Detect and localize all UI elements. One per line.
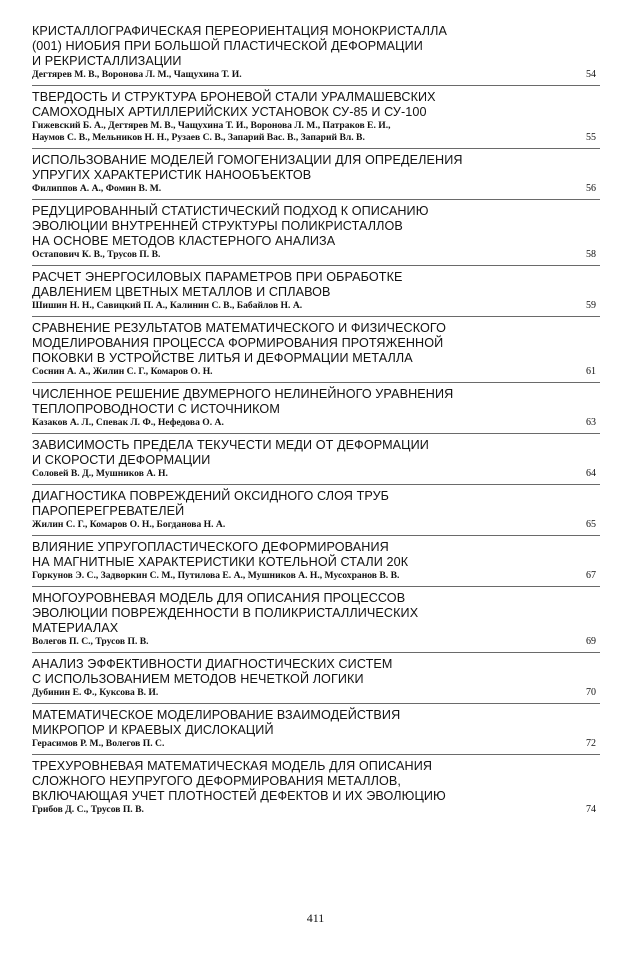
entry-title-line: МИКРОПОР И КРАЕВЫХ ДИСЛОКАЦИЙ <box>32 723 274 737</box>
entry-title-line: САМОХОДНЫХ АРТИЛЛЕРИЙСКИХ УСТАНОВОК СУ-85 И СУ-100 <box>32 105 427 119</box>
entry-title-line: И СКОРОСТИ ДЕФОРМАЦИИ <box>32 453 211 467</box>
toc-entry <box>32 316 600 378</box>
entry-authors-line: Казаков А. Л., Спевак Л. Ф., Нефедова О. А. <box>32 417 224 428</box>
entry-title-line: АНАЛИЗ ЭФФЕКТИВНОСТИ ДИАГНОСТИЧЕСКИХ СИСТЕМ <box>32 657 393 671</box>
toc-entry <box>32 265 600 312</box>
entry-title-line: ЭВОЛЮЦИИ ПОВРЕЖДЕННОСТИ В ПОЛИКРИСТАЛЛИЧЕСКИХ <box>32 606 419 620</box>
entry-title-line: МАТЕМАТИЧЕСКОЕ МОДЕЛИРОВАНИЕ ВЗАИМОДЕЙСТВИЯ <box>32 708 401 722</box>
entry-title-line: ЗАВИСИМОСТЬ ПРЕДЕЛА ТЕКУЧЕСТИ МЕДИ ОТ ДЕФОРМАЦИИ <box>32 438 429 452</box>
entry-authors-line: Остапович К. В., Трусов П. В. <box>32 249 161 260</box>
entry-title-line: ДАВЛЕНИЕМ ЦВЕТНЫХ МЕТАЛЛОВ И СПЛАВОВ <box>32 285 331 299</box>
entry-page: 67 <box>586 570 596 581</box>
entry-page: 58 <box>586 249 596 260</box>
entry-authors-line: Гижевский Б. А., Дегтярев М. В., Чащухина Т. И., Воронова Л. М., Патраков Е. И., <box>32 120 391 131</box>
entry-title-line: С ИСПОЛЬЗОВАНИЕМ МЕТОДОВ НЕЧЕТКОЙ ЛОГИКИ <box>32 672 364 686</box>
entry-authors-line: Горкунов Э. С., Задворкин С. М., Путилова Е. А., Мушников А. Н., Мусохранов В. В. <box>32 570 400 581</box>
entry-title-line: РЕДУЦИРОВАННЫЙ СТАТИСТИЧЕСКИЙ ПОДХОД К ОПИСАНИЮ <box>32 204 429 218</box>
entry-title-line: ТЕПЛОПРОВОДНОСТИ С ИСТОЧНИКОМ <box>32 402 280 416</box>
entry-title <box>32 24 560 69</box>
entry-authors <box>32 570 560 582</box>
entry-authors-line: Соловей В. Д., Мушников А. Н. <box>32 468 168 479</box>
entry-page: 64 <box>586 468 596 479</box>
entry-title-line: ДИАГНОСТИКА ПОВРЕЖДЕНИЙ ОКСИДНОГО СЛОЯ ТРУБ <box>32 489 390 503</box>
entry-title-line: И РЕКРИСТАЛЛИЗАЦИИ <box>32 54 182 68</box>
entry-title-line: КРИСТАЛЛОГРАФИЧЕСКАЯ ПЕРЕОРИЕНТАЦИЯ МОНОКРИСТАЛЛА <box>32 24 447 38</box>
entry-authors <box>32 687 560 699</box>
entry-title-line: ТВЕРДОСТЬ И СТРУКТУРА БРОНЕВОЙ СТАЛИ УРАЛМАШЕВСКИХ <box>32 90 436 104</box>
entry-title-line: СЛОЖНОГО НЕУПРУГОГО ДЕФОРМИРОВАНИЯ МЕТАЛЛОВ, <box>32 774 401 788</box>
entry-authors-line: Герасимов Р. М., Волегов П. С. <box>32 738 165 749</box>
entry-authors <box>32 738 560 750</box>
entry-page: 72 <box>586 738 596 749</box>
entry-title-line: РАСЧЕТ ЭНЕРГОСИЛОВЫХ ПАРАМЕТРОВ ПРИ ОБРАБОТКЕ <box>32 270 403 284</box>
entry-authors-line: Жилин С. Г., Комаров О. Н., Богданова Н. А. <box>32 519 226 530</box>
entry-title <box>32 204 560 249</box>
toc-entry <box>32 24 600 81</box>
toc-entry <box>32 85 600 144</box>
entry-title <box>32 387 560 417</box>
entry-title <box>32 708 560 738</box>
entry-authors <box>32 183 560 195</box>
entry-authors <box>32 120 560 144</box>
toc-entry <box>32 433 600 480</box>
entry-authors-line: Волегов П. С., Трусов П. В. <box>32 636 149 647</box>
toc-entry <box>32 535 600 582</box>
toc-entry <box>32 484 600 531</box>
entry-title <box>32 759 560 804</box>
entry-authors <box>32 300 560 312</box>
entry-authors-line: Шишин Н. Н., Савицкий П. А., Калинин С. В., Бабайлов Н. А. <box>32 300 303 311</box>
table-of-contents <box>32 24 600 816</box>
entry-title <box>32 321 560 366</box>
entry-authors <box>32 468 560 480</box>
entry-page: 54 <box>586 69 596 80</box>
entry-title-line: ЭВОЛЮЦИИ ВНУТРЕННЕЙ СТРУКТУРЫ ПОЛИКРИСТАЛЛОВ <box>32 219 403 233</box>
entry-authors-line: Наумов С. В., Мельников Н. Н., Рузаев С. В., Запарий Вас. В., Запарий Вл. В. <box>32 132 365 143</box>
entry-authors <box>32 249 560 261</box>
entry-authors <box>32 519 560 531</box>
entry-authors-line: Филиппов А. А., Фомин В. М. <box>32 183 162 194</box>
entry-title-line: СРАВНЕНИЕ РЕЗУЛЬТАТОВ МАТЕМАТИЧЕСКОГО И ФИЗИЧЕСКОГО <box>32 321 446 335</box>
entry-title <box>32 90 560 120</box>
entry-page: 70 <box>586 687 596 698</box>
entry-page: 63 <box>586 417 596 428</box>
entry-title-line: (001) НИОБИЯ ПРИ БОЛЬШОЙ ПЛАСТИЧЕСКОЙ ДЕФОРМАЦИИ <box>32 39 423 53</box>
entry-authors <box>32 69 560 81</box>
entry-page: 56 <box>586 183 596 194</box>
entry-title-line: ВКЛЮЧАЮЩАЯ УЧЕТ ПЛОТНОСТЕЙ ДЕФЕКТОВ И ИХ ЭВОЛЮЦИЮ <box>32 789 446 803</box>
toc-entry <box>32 199 600 261</box>
toc-entry <box>32 754 600 816</box>
toc-entry <box>32 586 600 648</box>
entry-title-line: НА ОСНОВЕ МЕТОДОВ КЛАСТЕРНОГО АНАЛИЗА <box>32 234 336 248</box>
entry-page: 61 <box>586 366 596 377</box>
entry-title-line: МНОГОУРОВНЕВАЯ МОДЕЛЬ ДЛЯ ОПИСАНИЯ ПРОЦЕССОВ <box>32 591 406 605</box>
entry-authors <box>32 636 560 648</box>
entry-title-line: МОДЕЛИРОВАНИЯ ПРОЦЕССА ФОРМИРОВАНИЯ ПРОТЯЖЕННОЙ <box>32 336 444 350</box>
entry-page: 69 <box>586 636 596 647</box>
toc-entry <box>32 382 600 429</box>
entry-authors-line: Соснин А. А., Жилин С. Г., Комаров О. Н. <box>32 366 213 377</box>
entry-title-line: ИСПОЛЬЗОВАНИЕ МОДЕЛЕЙ ГОМОГЕНИЗАЦИИ ДЛЯ ОПРЕДЕЛЕНИЯ <box>32 153 463 167</box>
entry-authors-line: Дубинин Е. Ф., Куксова В. И. <box>32 687 159 698</box>
entry-title-line: ТРЕХУРОВНЕВАЯ МАТЕМАТИЧЕСКАЯ МОДЕЛЬ ДЛЯ ОПИСАНИЯ <box>32 759 433 773</box>
entry-authors-line: Грибов Д. С., Трусов П. В. <box>32 804 144 815</box>
entry-title <box>32 540 560 570</box>
entry-title-line: ВЛИЯНИЕ УПРУГОПЛАСТИЧЕСКОГО ДЕФОРМИРОВАНИЯ <box>32 540 389 554</box>
entry-title-line: ПОКОВКИ В УСТРОЙСТВЕ ЛИТЬЯ И ДЕФОРМАЦИИ МЕТАЛЛА <box>32 351 413 365</box>
entry-page: 55 <box>586 132 596 143</box>
entry-title <box>32 270 560 300</box>
entry-title <box>32 657 560 687</box>
entry-title <box>32 489 560 519</box>
toc-entry <box>32 148 600 195</box>
toc-entry <box>32 652 600 699</box>
entry-title-line: ПАРОПЕРЕГРЕВАТЕЛЕЙ <box>32 504 185 518</box>
entry-title-line: ЧИСЛЕННОЕ РЕШЕНИЕ ДВУМЕРНОГО НЕЛИНЕЙНОГО УРАВНЕНИЯ <box>32 387 454 401</box>
entry-authors <box>32 366 560 378</box>
entry-page: 65 <box>586 519 596 530</box>
entry-authors <box>32 417 560 429</box>
entry-authors-line: Дегтярев М. В., Воронова Л. М., Чащухина Т. И. <box>32 69 242 80</box>
entry-title-line: НА МАГНИТНЫЕ ХАРАКТЕРИСТИКИ КОТЕЛЬНОЙ СТАЛИ 20К <box>32 555 409 569</box>
toc-entry <box>32 703 600 750</box>
entry-title <box>32 438 560 468</box>
entry-authors <box>32 804 560 816</box>
page-number: 411 <box>306 911 325 925</box>
entry-title-line: МАТЕРИАЛАХ <box>32 621 119 635</box>
entry-title-line: УПРУГИХ ХАРАКТЕРИСТИК НАНООБЪЕКТОВ <box>32 168 312 182</box>
entry-page: 74 <box>586 804 596 815</box>
entry-title <box>32 591 560 636</box>
entry-title <box>32 153 560 183</box>
entry-page: 59 <box>586 300 596 311</box>
